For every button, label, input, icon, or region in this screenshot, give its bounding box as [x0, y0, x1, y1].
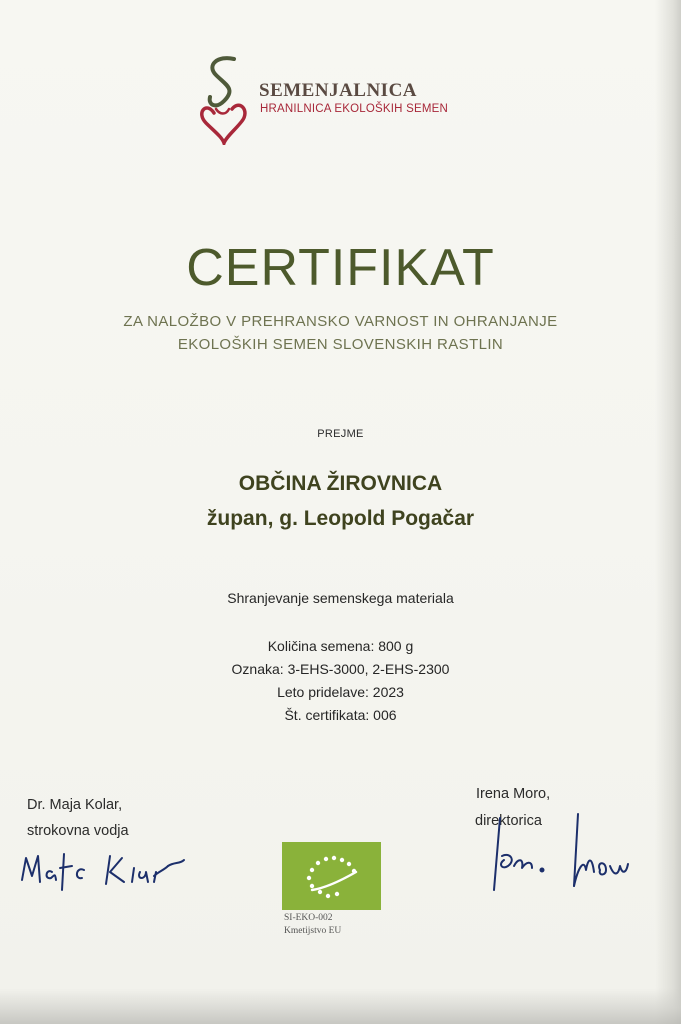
- detail-certificate-number: Št. certifikata: 006: [284, 707, 397, 723]
- semenjalnica-logo-icon: [196, 53, 252, 145]
- right-signatory-name: Irena Moro,: [476, 786, 551, 802]
- certificate-subtitle-line-2: EKOLOŠKIH SEMEN SLOVENSKIH RASTLIN: [177, 336, 504, 353]
- right-handwritten-signature: [480, 808, 630, 898]
- left-handwritten-signature: [18, 846, 188, 896]
- paper-edge-shadow: [655, 0, 681, 1024]
- eu-organic-origin: Kmetijstvo EU: [284, 926, 342, 936]
- detail-production-year: Leto pridelave: 2023: [277, 684, 404, 700]
- paper-bottom-shadow: [0, 988, 681, 1024]
- brand-name: SEMENJALNICA: [259, 80, 418, 101]
- certificate-subtitle-line-1: ZA NALOŽBO V PREHRANSKO VARNOST IN OHRANJANJE: [123, 313, 558, 330]
- recipient-name: OBČINA ŽIROVNICA: [238, 472, 443, 495]
- certificate-purpose: Shranjevanje semenskega materiala: [227, 590, 454, 606]
- right-signatory-role: direktorica: [475, 813, 542, 829]
- eu-organic-control-code: SI-EKO-002: [284, 913, 333, 923]
- received-by-label: PREJME: [317, 428, 364, 440]
- left-signatory-name: Dr. Maja Kolar,: [27, 797, 123, 813]
- detail-seed-codes: Oznaka: 3-EHS-3000, 2-EHS-2300: [231, 661, 450, 677]
- left-signatory-role: strokovna vodja: [27, 823, 129, 839]
- detail-seed-quantity: Količina semena: 800 g: [267, 638, 414, 654]
- certificate-title: CERTIFIKAT: [186, 239, 495, 297]
- recipient-representative: župan, g. Leopold Pogačar: [206, 507, 475, 530]
- brand-tagline: HRANILNICA EKOLOŠKIH SEMEN: [260, 103, 448, 115]
- eu-organic-leaf-icon: [282, 842, 381, 910]
